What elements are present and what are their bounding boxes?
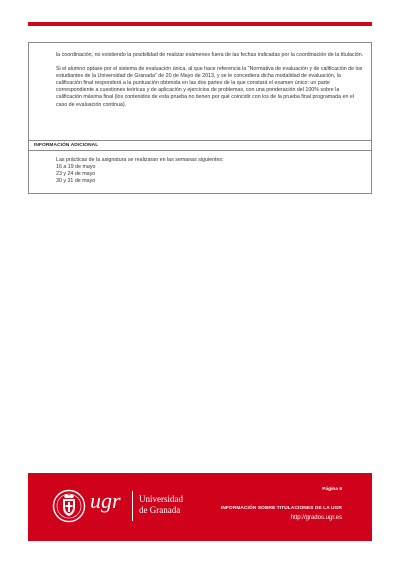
- logo-divider: [132, 491, 133, 521]
- section-heading: INFORMACIÓN ADICIONAL: [28, 140, 372, 151]
- university-name-line2: de Granada: [139, 505, 181, 515]
- date-item: 23 y 24 de mayo: [56, 171, 96, 178]
- footer-info-title: INFORMACIÓN SOBRE TITULACIONES DE LA UGR: [220, 506, 342, 511]
- footer-url-link[interactable]: http://grados.ugr.es: [290, 515, 342, 521]
- date-item: 16 a 19 de mayo: [56, 164, 96, 171]
- header-rule: [28, 22, 372, 26]
- page-number: Página 6: [322, 487, 342, 492]
- evaluation-section-content: [56, 52, 364, 109]
- intro-text: Las prácticas de la asignatura se realizaran en las semanas siguientes:: [56, 157, 224, 163]
- university-logo: [52, 487, 222, 527]
- university-crest-icon: [52, 487, 86, 525]
- ugr-logo-text: ugr: [90, 488, 121, 513]
- page-footer: [28, 473, 372, 541]
- paragraph: Si el alumno optase por el sistema de evaluación única, al que hace referencia la "Normativa de evaluación y de calificación de los estudiantes de la Universidad de Granada" de 20 de Mayo de 2013, y se le concediera dicha modalidad de evaluación, la calificación final responderá a la puntuación obtenida en las dos partes de la que constará el examen único: un parte correspondiente a cuestiones teóricas y de aplicación y ejercicios de problemas, con una ponderación del 100% sobre la calificación máxima final (los contenidos de esta prueba no tienen por qué coincidir con los de la prueba final programada en el caso de evaluación continua).: [56, 66, 363, 108]
- university-name: [139, 494, 183, 516]
- date-item: 30 y 31 de mayo: [56, 178, 96, 185]
- university-name-line1: Universidad: [139, 494, 183, 504]
- additional-info-content: [56, 157, 364, 185]
- paragraph: la coordinación, no existiendo la posibilidad de realizar exámenes fuera de las fechas indicadas por la coordinación de la titulación.: [56, 52, 364, 58]
